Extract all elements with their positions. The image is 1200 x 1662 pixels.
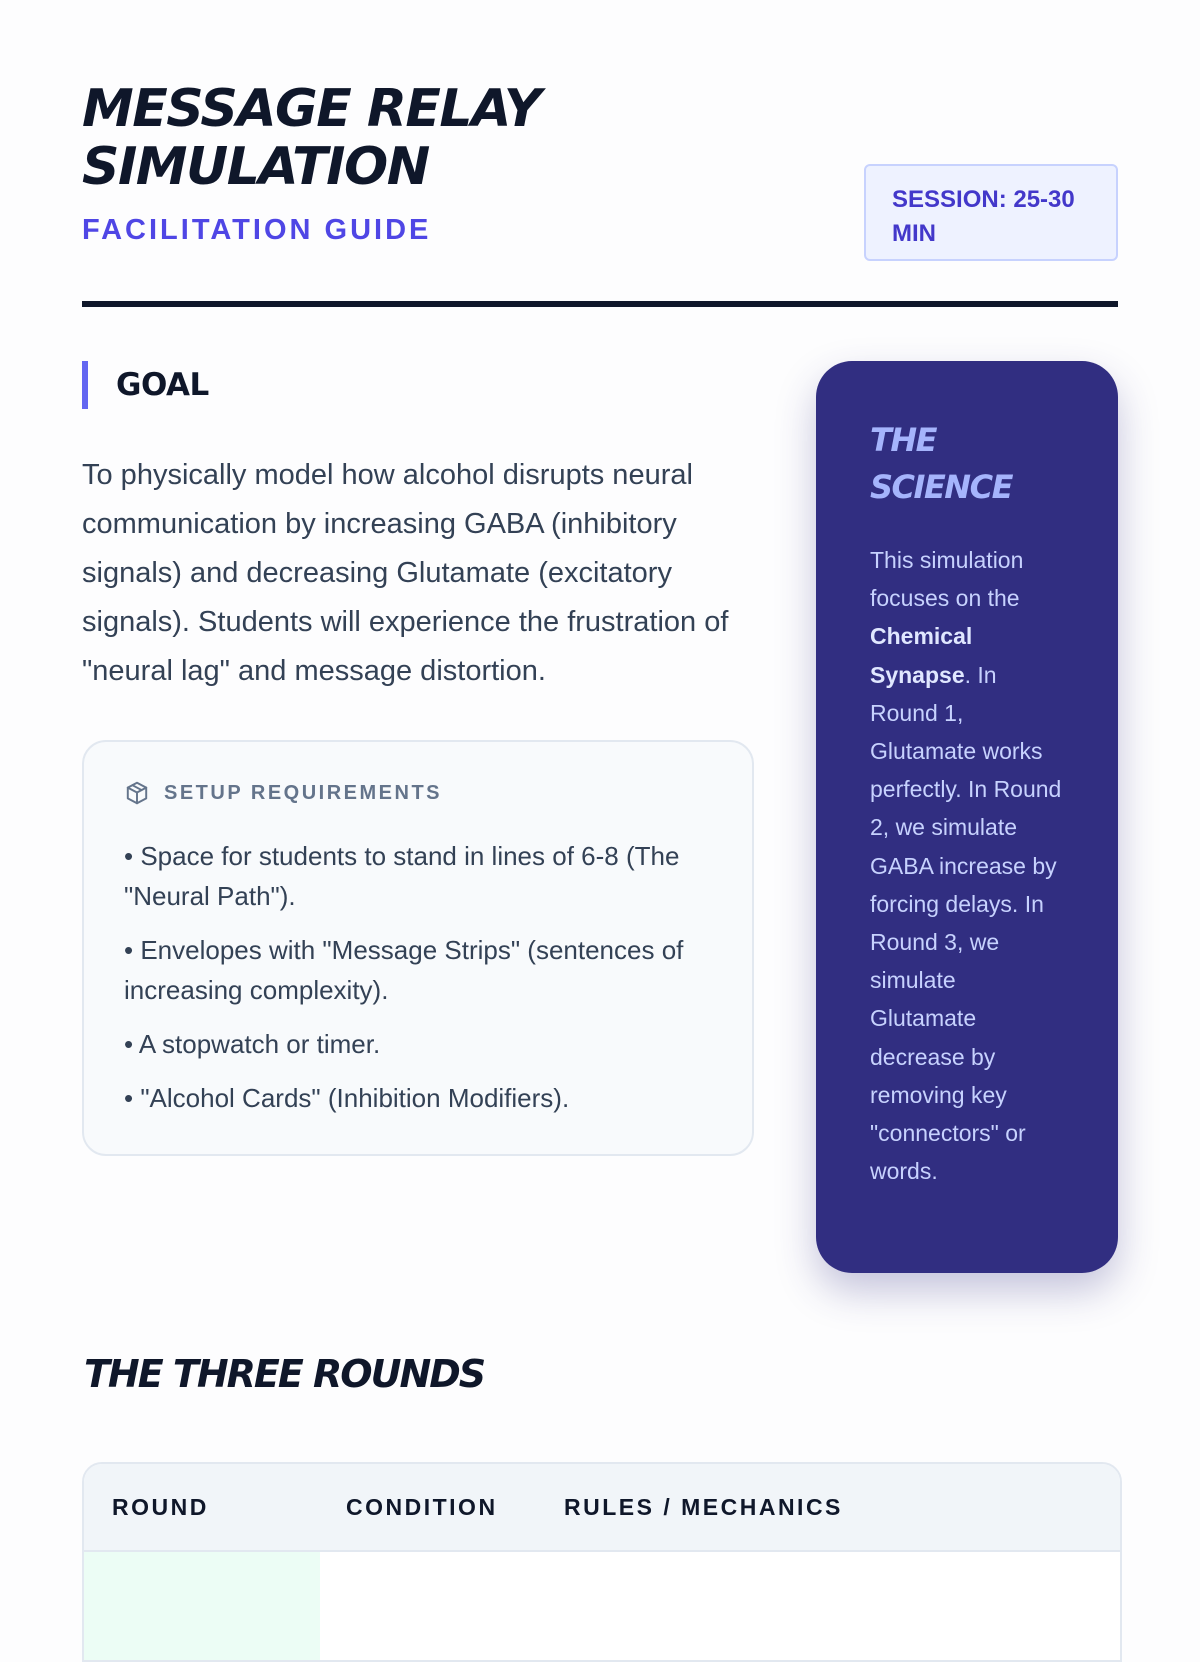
page-title: MESSAGE RELAY SIMULATION	[82, 79, 540, 197]
rounds-heading: THE THREE ROUNDS	[84, 1352, 485, 1396]
column-header-rules: RULES / MECHANICS	[564, 1494, 843, 1520]
header	[82, 80, 1118, 307]
setup-heading	[124, 780, 712, 806]
page-subtitle: FACILITATION GUIDE	[82, 214, 432, 246]
setup-item: • A stopwatch or timer.	[124, 1029, 381, 1059]
science-title: THE SCIENCE	[870, 421, 1012, 506]
science-text-after: . In Round 1, Glutamate works perfectly. In Round 2, we simulate GABA increase by forcing delays. In Round 3, we simulate Glutamate decrease by removing key "connectors" or words.	[870, 661, 1062, 1185]
setup-item: • Envelopes with "Message Strips" (sentences of increasing complexity).	[124, 935, 684, 1005]
content-columns	[82, 361, 1118, 1271]
goal-text: To physically model how alcohol disrupts neural communication by increasing GABA (inhibitory signals) and decreasing Glutamate (excitatory signals). Students will experience the frustration of "neural lag" and message distortion.	[82, 459, 729, 687]
left-column	[82, 361, 754, 1156]
session-badge: SESSION: 25-30 MIN	[864, 164, 1118, 261]
science-card	[816, 361, 1118, 1273]
box-icon	[124, 780, 150, 806]
setup-heading-label: SETUP REQUIREMENTS	[164, 781, 442, 804]
column-header-round: ROUND	[112, 1494, 209, 1520]
rounds-table-header	[84, 1464, 1120, 1552]
setup-requirements-box	[82, 740, 754, 1156]
setup-item: • Space for students to stand in lines of 6-8 (The "Neural Path").	[124, 841, 680, 911]
column-header-condition: CONDITION	[346, 1494, 498, 1520]
setup-list	[124, 836, 712, 1118]
setup-item: • "Alcohol Cards" (Inhibition Modifiers).	[124, 1083, 570, 1113]
science-text	[870, 541, 1068, 1190]
science-text-before: This simulation focuses on the	[870, 547, 1024, 612]
science-text-bold: Chemical Synapse	[870, 623, 973, 688]
rounds-table	[82, 1462, 1122, 1662]
round-1-cell	[84, 1552, 320, 1662]
goal-heading: GOAL	[82, 361, 754, 409]
